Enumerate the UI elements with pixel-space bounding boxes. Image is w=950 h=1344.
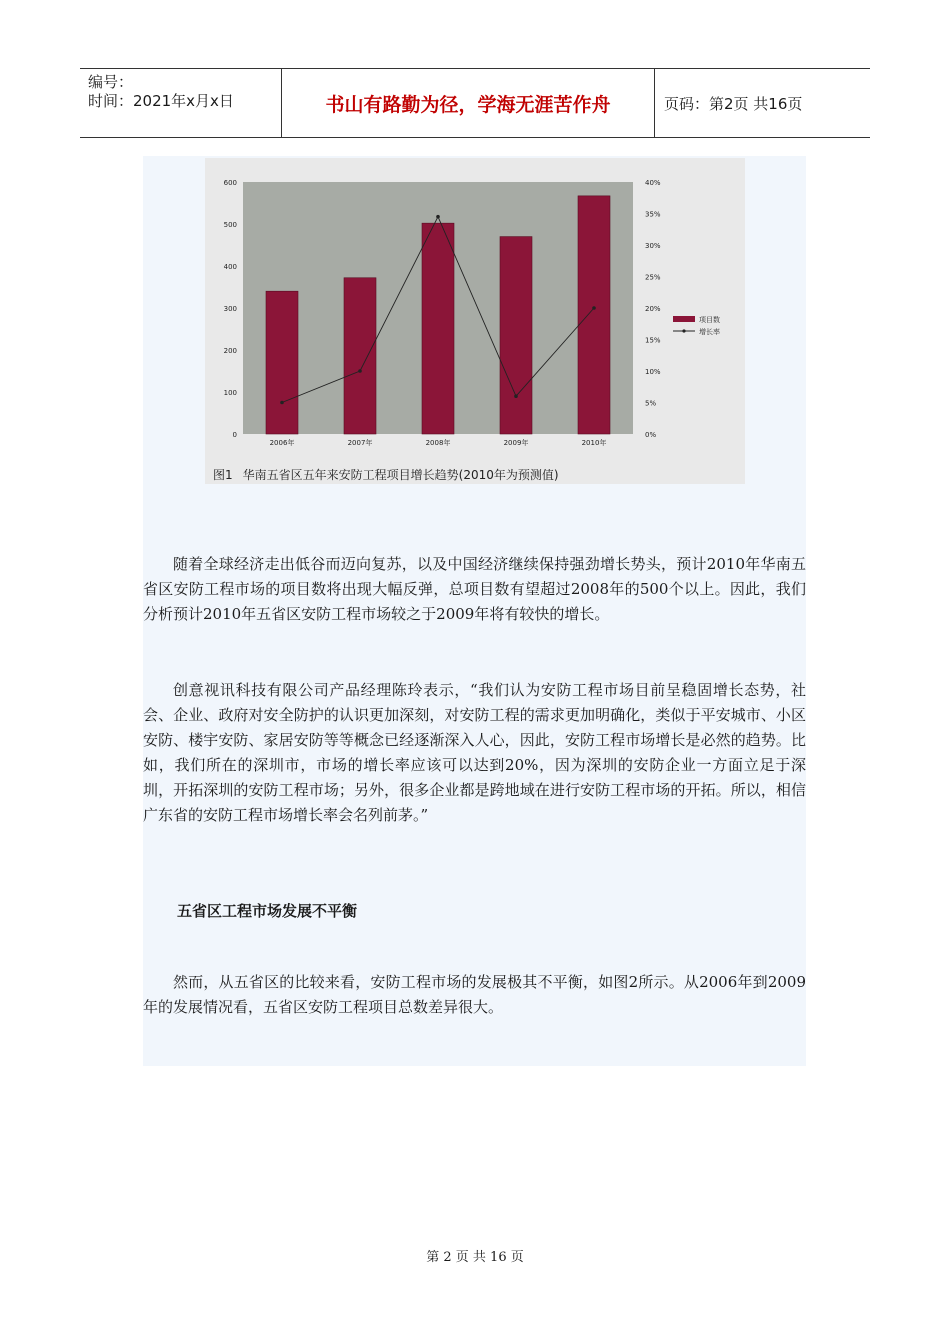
caption-prefix: 图1 (213, 468, 233, 482)
legend-label-bar: 项目数 (699, 316, 720, 324)
y-right-tick-label: 15% (645, 336, 661, 345)
growth-rate-point (514, 394, 518, 398)
y-right-tick-label: 35% (645, 210, 661, 219)
y-right-tick-label: 20% (645, 305, 661, 313)
content-area (143, 156, 806, 1066)
caption-text: 华南五省区五年来安防工程项目增长趋势(2010年为预测值) (242, 468, 559, 482)
x-tick-label: 2006年 (269, 439, 295, 447)
bar (422, 223, 454, 434)
bar (344, 278, 376, 434)
time-label: 时间：2021年x月x日 (88, 92, 234, 110)
figure-1 (205, 158, 745, 484)
growth-rate-point (280, 401, 284, 405)
paragraph-3: 然而，从五省区的比较来看，安防工程市场的发展极其不平衡，如图2所示。从2006年到2009年的发展情况看，五省区安防工程项目总数差异很大。 (143, 973, 806, 1016)
y-right-tick-label: 5% (645, 399, 657, 408)
x-tick-label: 2008年 (425, 439, 451, 447)
y-right-tick-label: 40% (645, 179, 661, 187)
growth-rate-point (358, 369, 362, 373)
bar (500, 237, 532, 434)
y-left-tick-label: 400 (223, 263, 237, 271)
header-motto: 书山有路勤为径，学海无涯苦作舟 (282, 69, 655, 137)
x-tick-label: 2009年 (503, 439, 529, 447)
x-tick-label: 2007年 (347, 439, 373, 447)
y-left-tick-label: 600 (223, 179, 237, 187)
y-left-tick-label: 500 (223, 221, 237, 229)
header-meta (80, 69, 282, 137)
number-label: 编号： (88, 73, 134, 91)
y-left-tick-label: 300 (223, 305, 237, 313)
y-left-tick-label: 100 (223, 389, 237, 397)
bar (266, 291, 298, 434)
y-left-tick-label: 200 (223, 347, 237, 355)
y-right-tick-label: 30% (645, 242, 661, 250)
paragraph-2: 创意视讯科技有限公司产品经理陈玲表示，“我们认为安防工程市场目前呈稳固增长态势，社会、企业、政府对安全防护的认识更加深刻，对安防工程的需求更加明确化，类似于平安城市、小区安防、楼宇安防、家居安防等等概念已经逐渐深入人心，因此，安防工程市场增长是必然的趋势。比如，我们所在的深圳市，市场的增长率应该可以达到20%，因为深圳的安防企业一方面立足于深圳，开拓深圳的安防工程市场；另外，很多企业都是跨地域在进行安防工程市场的开拓。所以，相信广东省的安防工程市场增长率会名列前茅。” (143, 681, 806, 824)
growth-chart (205, 158, 745, 464)
y-right-tick-label: 0% (645, 431, 657, 439)
bar (578, 196, 610, 434)
page-footer: 第 2 页 共 16 页 (426, 1250, 524, 1265)
y-right-tick-label: 25% (645, 273, 661, 282)
section-subheading: 五省区工程市场发展不平衡 (177, 902, 358, 920)
page-header (80, 68, 870, 138)
figure-caption (213, 466, 569, 483)
x-tick-label: 2010年 (581, 439, 607, 447)
growth-rate-point (436, 215, 440, 219)
legend-swatch-bar (673, 316, 695, 322)
legend-label-line: 增长率 (699, 328, 720, 336)
y-left-tick-label: 0 (232, 431, 237, 439)
legend-marker-line (682, 329, 685, 332)
header-page-info: 页码：第2页 共16页 (664, 94, 803, 113)
growth-rate-point (592, 306, 596, 310)
paragraph-1: 随着全球经济走出低谷而迈向复苏，以及中国经济继续保持强劲增长势头，预计2010年华南五省区安防工程市场的项目数将出现大幅反弹，总项目数有望超过2008年的500个以上。因此，我们分析预计2010年五省区安防工程市场较之于2009年将有较快的增长。 (143, 555, 806, 623)
y-right-tick-label: 10% (645, 368, 661, 376)
